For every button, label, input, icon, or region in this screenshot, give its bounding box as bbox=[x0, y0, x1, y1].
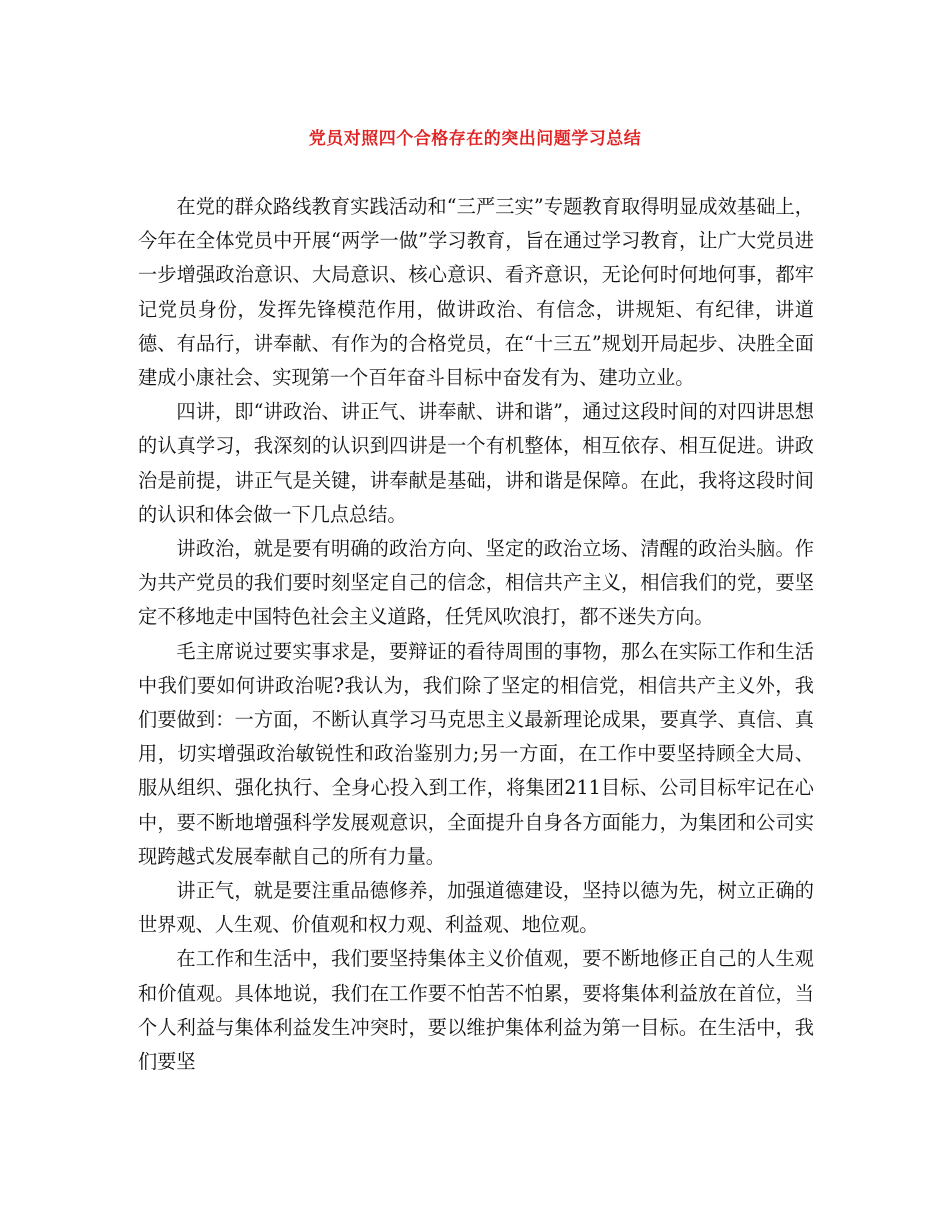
paragraph: 讲正气，就是要注重品德修养，加强道德建设，坚持以德为先，树立正确的世界观、人生观、价值观和权力观、利益观、地位观。 bbox=[138, 879, 814, 937]
paragraph: 在党的群众路线教育实践活动和“三严三实”专题教育取得明显成效基础上，今年在全体党员中开展“两学一做”学习教育，旨在通过学习教育，让广大党员进一步增强政治意识、大局意识、核心意识、看齐意识，无论何时何地何事，都牢记党员身份，发挥先锋模范作用，做讲政治、有信念，讲规矩、有纪律，讲道德、有品行，讲奉献、有作为的合格党员，在“十三五”规划开局起步、决胜全面建成小康社会、实现第一个百年奋斗目标中奋发有为、建功立业。 bbox=[138, 195, 814, 390]
paragraph: 讲政治，就是要有明确的政治方向、坚定的政治立场、清醒的政治头脑。作为共产党员的我们要时刻坚定自己的信念，相信共产主义，相信我们的党，要坚定不移地走中国特色社会主义道路，任凭风吹浪打，都不迷失方向。 bbox=[138, 537, 814, 629]
paragraph: 四讲，即“讲政治、讲正气、讲奉献、讲和谐”，通过这段时间的对四讲思想的认真学习，我深刻的认识到四讲是一个有机整体，相互依存、相互促进。讲政治是前提，讲正气是关键，讲奉献是基础，讲和谐是保障。在此，我将这段时间的认识和体会做一下几点总结。 bbox=[138, 400, 814, 526]
paragraph: 毛主席说过要实事求是，要辩证的看待周围的事物，那么在实际工作和生活中我们要如何讲政治呢?我认为，我们除了坚定的相信党，相信共产主义外，我们要做到：一方面，不断认真学习马克思主义最新理论成果，要真学、真信、真用，切实增强政治敏锐性和政治鉴别力;另一方面，在工作中要坚持顾全大局、服从组织、强化执行、全身心投入到工作，将集团211目标、公司目标牢记在心中，要不断地增强科学发展观意识，全面提升自身各方面能力，为集团和公司实现跨越式发展奉献自己的所有力量。 bbox=[138, 639, 814, 868]
document-body bbox=[138, 190, 814, 1079]
paragraph: 在工作和生活中，我们要坚持集体主义价值观，要不断地修正自己的人生观和价值观。具体地说，我们在工作要不怕苦不怕累，要将集体利益放在首位，当个人利益与集体利益发生冲突时，要以维护集体利益为第一目标。在生活中，我们要坚 bbox=[138, 947, 814, 1074]
document-title: 党员对照四个合格存在的突出问题学习总结 bbox=[308, 129, 642, 149]
